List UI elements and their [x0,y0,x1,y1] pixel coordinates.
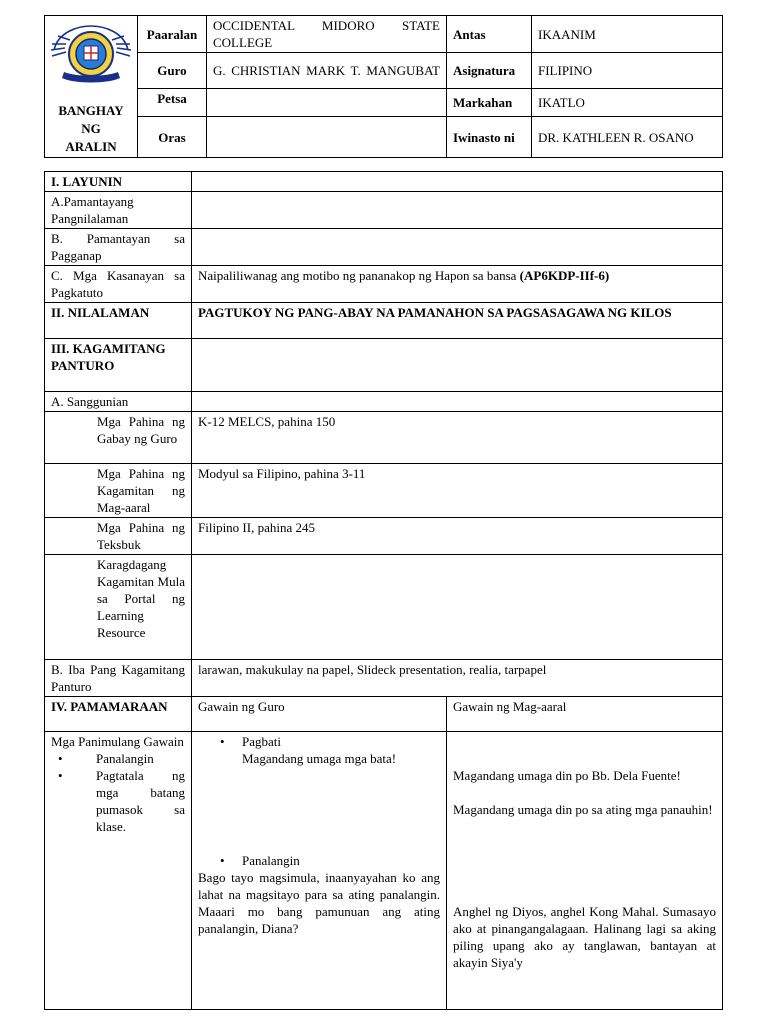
gawain-magaaral-header: Gawain ng Mag-aaral [447,697,723,732]
gawain-guro-cell [192,732,447,1010]
gawain-magaaral-cell [447,732,723,1010]
kasanayan-code: (AP6KDP-IIf-6) [519,268,610,283]
pamantayan-sa-pagganap-label: B. Pamantayan sa Pagganap [45,229,192,266]
guro-value: G. CHRISTIAN MARK T. MANGUBAT [207,53,447,89]
list-item [198,733,440,767]
pagbati-text: Magandang umaga mga bata! [242,751,397,766]
school-logo [48,20,134,88]
oras-label: Oras [138,117,207,158]
iba-pang-kagamitan-label: B. Iba Pang Kagamitang Panturo [45,660,192,697]
kagamitan-label: Mga Pahina ng Kagamitan ng Mag-aaral [45,464,192,518]
asignatura-value: FILIPINO [532,53,723,89]
petsa-label: Petsa [138,89,207,117]
guro-label: Guro [138,53,207,89]
nilalaman-label: II. NILALAMAN [45,303,192,339]
panimulang-gawain-cell [45,732,192,1010]
kagamitan-value: Modyul sa Filipino, pahina 3-11 [192,464,723,518]
panimulang-list [51,750,185,835]
list-item: • Panalangin [51,750,185,767]
pamantayang-pangnilalaman-value [192,192,723,229]
pamantayan-sa-pagganap-value [192,229,723,266]
petsa-value [207,89,447,117]
title-line: BANGHAY [58,103,124,118]
guro-list [198,852,440,869]
list-item: • Pagtatala ng mga batang pumasok sa klase. [51,767,185,835]
paaralan-label: Paaralan [138,16,207,53]
lesson-plan-table [44,171,723,1010]
panimulang-label: Mga Panimulang Gawain [51,734,184,749]
kagamitang-panturo-value [192,339,723,392]
karagdagang-value [192,555,723,660]
reply-text: Magandang umaga din po sa ating mga panauhin! [453,802,713,817]
gabay-label: Mga Pahina ng Gabay ng Guro [45,412,192,464]
prayer-text: Anghel ng Diyos, anghel Kong Mahal. Sumasayo ako at pinangangalagaan. Halinang lagi sa aking piling upang ako ay tanglawan, bantayan at akayin Siya'y [453,904,716,970]
iba-pang-kagamitan-value: larawan, makukulay na papel, Slideck presentation, realia, tarpapel [192,660,723,697]
karagdagang-label: Karagdagang Kagamitan Mula sa Portal ng Learning Resource [45,555,192,660]
list-item: • Panalangin [198,852,440,869]
kasanayan-value [192,266,723,303]
panalangin-text: Bago tayo magsimula, inaanyayahan ko ang lahat na magsitayo para sa ating panalangin. Maaari mo bang pamunuan ang ating panalangin, Diana? [198,870,440,936]
iwinasto-value: DR. KATHLEEN R. OSANO [532,117,723,158]
reply-text: Magandang umaga din po Bb. Dela Fuente! [453,768,681,783]
oras-value [207,117,447,158]
pamamaraan-label: IV. PAMAMARAAN [45,697,192,732]
kasanayan-text: Naipaliliwanag ang motibo ng pananakop ng Hapon sa bansa [198,268,517,283]
gabay-value: K-12 MELCS, pahina 150 [192,412,723,464]
layunin-heading: I. LAYUNIN [45,172,192,192]
asignatura-label: Asignatura [447,53,532,89]
pamantayang-pangnilalaman-label: A.Pamantayang Pangnilalaman [45,192,192,229]
document-title [45,102,137,156]
pagbati-bullet: • Pagbati [242,734,281,749]
layunin-value [192,172,723,192]
antas-label: Antas [447,16,532,53]
title-line: NG [81,121,101,136]
teksbuk-label: Mga Pahina ng Teksbuk [45,518,192,555]
paaralan-value: OCCIDENTAL MIDORO STATE COLLEGE [207,16,447,53]
markahan-label: Markahan [447,89,532,117]
nilalaman-value: PAGTUKOY NG PANG-ABAY NA PAMANAHON SA PAGSASAGAWA NG KILOS [192,303,723,339]
logo-title-cell [45,16,138,158]
markahan-value: IKATLO [532,89,723,117]
header-table [44,15,723,158]
kagamitang-panturo-label: III. KAGAMITANG PANTURO [45,339,192,392]
antas-value: IKAANIM [532,16,723,53]
iwinasto-label: Iwinasto ni [447,117,532,158]
title-line: ARALIN [65,139,117,154]
kasanayan-label: C. Mga Kasanayan sa Pagkatuto [45,266,192,303]
guro-list [198,733,440,767]
sanggunian-label: A. Sanggunian [45,392,192,412]
sanggunian-value [192,392,723,412]
teksbuk-value: Filipino II, pahina 245 [192,518,723,555]
gawain-guro-header: Gawain ng Guro [192,697,447,732]
